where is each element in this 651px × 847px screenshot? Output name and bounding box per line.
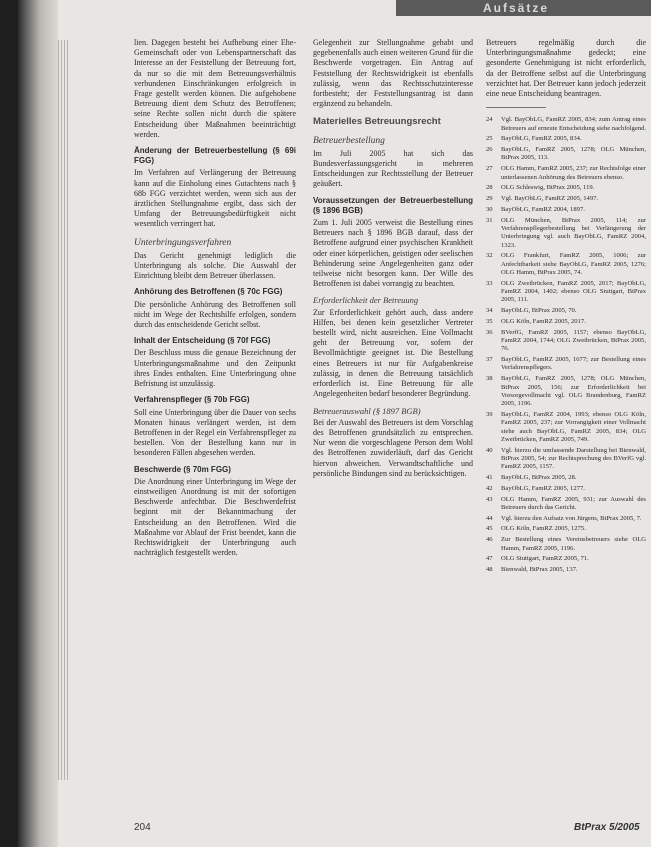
section-heading: Voraussetzungen der Betreuerbestellung (§ 1896 BGB) — [313, 195, 473, 215]
footnote-number: 32 — [486, 252, 493, 260]
footnote-text: BayObLG, BtPrax 2005, 28. — [501, 474, 577, 481]
section-heading: Inhalt der Entscheidung (§ 70f FGG) — [134, 336, 271, 346]
footnote-number: 45 — [486, 525, 493, 533]
footnote-number: 42 — [486, 484, 493, 492]
footnote-text: Zur Bestellung eines Vereinsbetreuers siehe OLG Hamm, FamRZ 2005, 1196. — [501, 536, 646, 552]
footnote-text: BayObLG, FamRZ 2005, 1677; zur Bestellung eines Verfahrenspflegers. — [501, 356, 646, 372]
section-heading: Beschwerde (§ 70m FGG) — [134, 464, 231, 474]
footnote-text: OLG Stuttgart, FamRZ 2005, 71. — [501, 555, 589, 563]
footnote-item — [486, 356, 646, 373]
footnote-text: BayObLG, FamRZ 2005, 1277. — [501, 484, 585, 492]
footnote-number: 26 — [486, 146, 493, 154]
footnote-number: 41 — [486, 474, 493, 481]
section-header-title: Aufsätze — [483, 1, 550, 15]
footnote-text: BayObLG, FamRZ 2004, 1993; ebenso OLG Köln, FamRZ 2005, 237; zur Vorrangigkeit einer Vollmacht siehe auch BayObLG, FamRZ 2005, 834; OLG Zweibrücken, FamRZ 2005, 749. — [501, 410, 646, 443]
page-edges — [58, 40, 68, 780]
footnote-number: 34 — [486, 307, 493, 315]
subsection-heading: Unterbringungsverfahren — [134, 237, 232, 248]
footnote-item — [486, 280, 646, 305]
footnote-text: Bienwald, BtPrax 2005, 137. — [501, 566, 578, 574]
footnote-text: BayObLG, FamRZ 2005, 1278; OLG München, BtPrax 2005, 156; zur Erforderlichkeit bei Vorsorgevollmacht vgl. OLG Brandenburg, FamRZ 2005, 1196. — [501, 375, 646, 408]
footnote-item — [486, 496, 646, 513]
footnote-item — [486, 474, 646, 482]
footnote-number: 28 — [486, 184, 493, 192]
footnote-number: 38 — [486, 375, 493, 383]
subsection-heading: Erforderlichkeit der Betreuung — [313, 295, 419, 306]
footnote-item — [486, 307, 646, 315]
footnote-text: OLG Köln, FamRZ 2005, 1275. — [501, 525, 586, 533]
paragraph: Zur Erforderlichkeit gehört auch, dass andere Hilfen, bei denen kein gesetzlicher Vertreter bestellt wird, nicht ausreichen. Eine Vollmacht geht der Betreuung vor, sofern der Bevollmächtigte geeignet ist. Die Bestellung eines Betreuers ist nur für Aufgabenkreise zulässig, in denen die Betreuung tatsächlich erforderlich ist. Eine Betreuung für alle Angelegenheiten bedarf besonderer Begründung. — [313, 307, 473, 399]
footnote-item — [486, 184, 646, 192]
text-column-2 — [313, 38, 473, 484]
paragraph: Soll eine Unterbringung über die Dauer von sechs Monaten hinaus verlängert werden, ist dem Betroffenen in der Regel ein Verfahrenspfleger zu bestellen. Von der Bestellung kann nur in besonderen Fällen abgesehen werden. — [134, 407, 296, 458]
paragraph: Gelegenheit zur Stellungnahme gehabt und gegebenenfalls auch einen weiteren Grund für die Beschwerde vorgetragen. Ein Antrag auf Feststellung der Rechtswidrigkeit ist ebenfalls zulässig, wenn das Rechtsschutzinteresse fortbesteht; der Feststellungsantrag ist dann ergänzend zu behandeln. — [313, 38, 473, 109]
footnote-item — [486, 165, 646, 182]
main-subheading: Betreuerbestellung — [313, 135, 385, 146]
footnote-item — [486, 135, 646, 143]
footnote-item — [486, 566, 646, 574]
paragraph: lien. Dagegen besteht bei Aufhebung einer Ehe- Gemeinschaft oder von Lebenspartnerschaft das Interesse an der Feststellung der Betreuung fort, da nur so die mit dem Betreuungsverhältnis verbundenen Einschränkungen erfolgreich in Frage gestellt werden können. Die aufgehobene Betreuung dient dem Schutz des Betroffenen; seine Rechte sollen nicht durch die spätere Entscheidung über Maßnahmen beeinträchtigt werden. — [134, 38, 296, 139]
footnote-item — [486, 447, 646, 472]
footnote-list — [486, 116, 646, 574]
footnote-item — [486, 217, 646, 250]
paragraph: Im Juli 2005 hat sich das Bundesverfassungsgericht in mehreren Entscheidungen zur Rechtsstellung der Betreuer geäußert. — [313, 148, 473, 189]
footnote-text: BayObLG, FamRZ 2005, 1278; OLG München, BtPrax 2005, 113. — [501, 146, 646, 162]
footnote-text: BayObLG, FamRZ 2004, 1897. — [501, 205, 585, 213]
footnote-item — [486, 536, 646, 553]
book-spine-shadow — [18, 0, 58, 847]
footnote-item — [486, 195, 646, 203]
text-column-3 — [486, 38, 646, 577]
footnote-text: OLG München, BtPrax 2005, 114; zur Verfahrenspflegerbestellung bei Verlängerung der Unterbringung vgl. auch BayObLG, FamRZ 2004, 1323. — [501, 216, 646, 249]
footnote-text: OLG Hamm, FamRZ 2005, 237; zur Rechtsfolge einer unterlassenen Anhörung des Betreuers ebenso. — [501, 165, 646, 181]
footnote-number: 48 — [486, 566, 493, 574]
footnote-number: 30 — [486, 205, 493, 213]
footnote-text: OLG Hamm, FamRZ 2005, 931; zur Auswahl des Betreuers durch das Gericht. — [501, 495, 646, 511]
paragraph: Der Beschluss muss die genaue Bezeichnung der Unterbringungsmaßnahme und den Zeitpunkt ihres Endes enthalten. Eine Unterbringung ohne Befristung ist unzulässig. — [134, 348, 296, 389]
footnote-number: 44 — [486, 514, 493, 522]
paragraph: Im Verfahren auf Verlängerung der Betreuung kann auf die Einholung eines Gutachtens nach § 68b FGG verzichtet werden, wenn sich aus der ärztlichen Stellungnahme ergibt, dass sich der Umfang der Betreuungsbedürftigkeit nicht wesentlich verringert hat. — [134, 168, 296, 229]
paragraph: Betreuers regelmäßig durch die Unterbringungsmaßnahme gedeckt; eine gesonderte Genehmigung ist nicht erforderlich, da der Betroffene selbst auf die Unterbringung verzichtet hat. Der Betreuer kann jedoch jederzeit eine neue Entscheidung beantragen. — [486, 38, 646, 99]
section-heading: Verfahrenspfleger (§ 70b FGG) — [134, 395, 250, 405]
footnote-number: 36 — [486, 328, 493, 336]
footnote-text: OLG Frankfurt, FamRZ 2005, 1006; zur Anfechtbarkeit siehe BayObLG, FamRZ 2005, 1276; OLG Hamm, BtPrax 2005, 74. — [501, 252, 646, 276]
footnote-item — [486, 525, 646, 533]
footnote-number: 37 — [486, 356, 493, 364]
paragraph: Die Anordnung einer Unterbringung im Wege der einstweiligen Anordnung ist mit der sofortigen Beschwerde anfechtbar. Die Beschwerdefrist beginnt mit der Bekanntmachung der Entscheidung an den Betroffenen. Wird die Maßnahme vor Ablauf der Frist beendet, kann die Rechtswidrigkeit der Unterbringung auch nachträglich festgestellt werden. — [134, 476, 296, 558]
footnote-divider — [486, 107, 546, 108]
footnote-text: BVerfG, FamRZ 2005, 1157; ebenso BayObLG, FamRZ 2004, 1744; OLG Zweibrücken, BtPrax 2005, 76. — [501, 328, 646, 353]
footnote-number: 33 — [486, 279, 493, 287]
text-column-1 — [134, 38, 296, 563]
journal-issue: BtPrax 5/2005 — [574, 822, 640, 833]
footnote-item — [486, 411, 646, 444]
footnote-item — [486, 318, 646, 326]
footnote-number: 40 — [486, 446, 493, 454]
footnote-number: 46 — [486, 536, 493, 544]
footnote-item — [486, 555, 646, 563]
footnote-number: 39 — [486, 410, 493, 418]
subsection-heading: Betreuerauswahl (§ 1897 BGB) — [313, 405, 421, 416]
footnote-number: 35 — [486, 317, 493, 325]
footnote-item — [486, 146, 646, 163]
footnote-number: 24 — [486, 116, 493, 124]
footnote-number: 29 — [486, 195, 493, 203]
footnote-text: OLG Zweibrücken, FamRZ 2005, 2017; BayObLG, FamRZ 2004, 1402; ebenso OLG Stuttgart, BtPrax 2005, 111. — [501, 279, 646, 304]
footnote-item — [486, 375, 646, 408]
footnote-text: Vgl. hierzu den Aufsatz von Jürgens, BtPrax 2005, 7. — [501, 514, 642, 522]
footnote-item — [486, 329, 646, 354]
footnote-text: Vgl. BayObLG, FamRZ 2005, 834; zum Antrag eines Betreuers auf erneute Entscheidung siehe nachfolgend. — [501, 116, 647, 132]
footnote-text: BayObLG, BtPrax 2005, 70. — [501, 307, 577, 315]
footnote-number: 47 — [486, 555, 493, 563]
paragraph: Das Gericht genehmigt lediglich die Unterbringung als solche. Die Auswahl der Einrichtung bleibt dem Betreuer überlassen. — [134, 250, 296, 281]
footnote-number: 31 — [486, 216, 493, 224]
paragraph: Zum 1. Juli 2005 verweist die Bestellung eines Betreuers nach § 1896 BGB darauf, dass der Betroffene aufgrund einer psychischen Krankheit oder einer körperlichen, geistigen oder seelischen Behinderung seine Angelegenheiten ganz oder teilweise nicht besorgen kann. Der Wille des Betroffenen ist dabei vorrangig zu beachten. — [313, 218, 473, 289]
paragraph: Die persönliche Anhörung des Betroffenen soll nicht im Wege der Rechtshilfe erfolgen, sondern durch das entscheidende Gericht selbst. — [134, 299, 296, 330]
section-heading: Anhörung des Betroffenen (§ 70c FGG) — [134, 287, 283, 297]
footnote-number: 43 — [486, 495, 493, 503]
footnote-number: 27 — [486, 165, 493, 173]
footnote-item — [486, 485, 646, 493]
footnote-item — [486, 252, 646, 277]
footnote-text: BayObLG, FamRZ 2005, 834. — [501, 135, 582, 143]
section-heading: Änderung der Betreuerbestellung (§ 69i FGG) — [134, 146, 296, 166]
footnote-text: Vgl. hierzu die umfassende Darstellung bei Bienwald, BtPrax 2005, 54; zur Rechtsprechung des BVerfG vgl. FamRZ 2005, 1157. — [501, 446, 646, 471]
page-number: 204 — [134, 822, 151, 833]
paragraph: Bei der Auswahl des Betreuers ist dem Vorschlag des Betroffenen grundsätzlich zu entsprechen. Nur wenn die vorgeschlagene Person dem Wohl des Betroffenen zuwiderläuft, darf das Gericht hiervon abweichen. Verwandtschaftliche und persönliche Bindungen sind zu berücksichtigen. — [313, 417, 473, 478]
footnote-item — [486, 116, 646, 133]
footnote-number: 25 — [486, 135, 493, 143]
footnote-item — [486, 206, 646, 214]
footnote-text: Vgl. BayObLG, FamRZ 2005, 1497. — [501, 195, 599, 203]
footnote-text: OLG Köln, FamRZ 2005, 2017. — [501, 317, 586, 325]
footnote-text: OLG Schleswig, BtPrax 2005, 119. — [501, 184, 595, 192]
footnote-item — [486, 515, 646, 523]
main-heading: Materielles Betreuungsrecht — [313, 116, 441, 128]
